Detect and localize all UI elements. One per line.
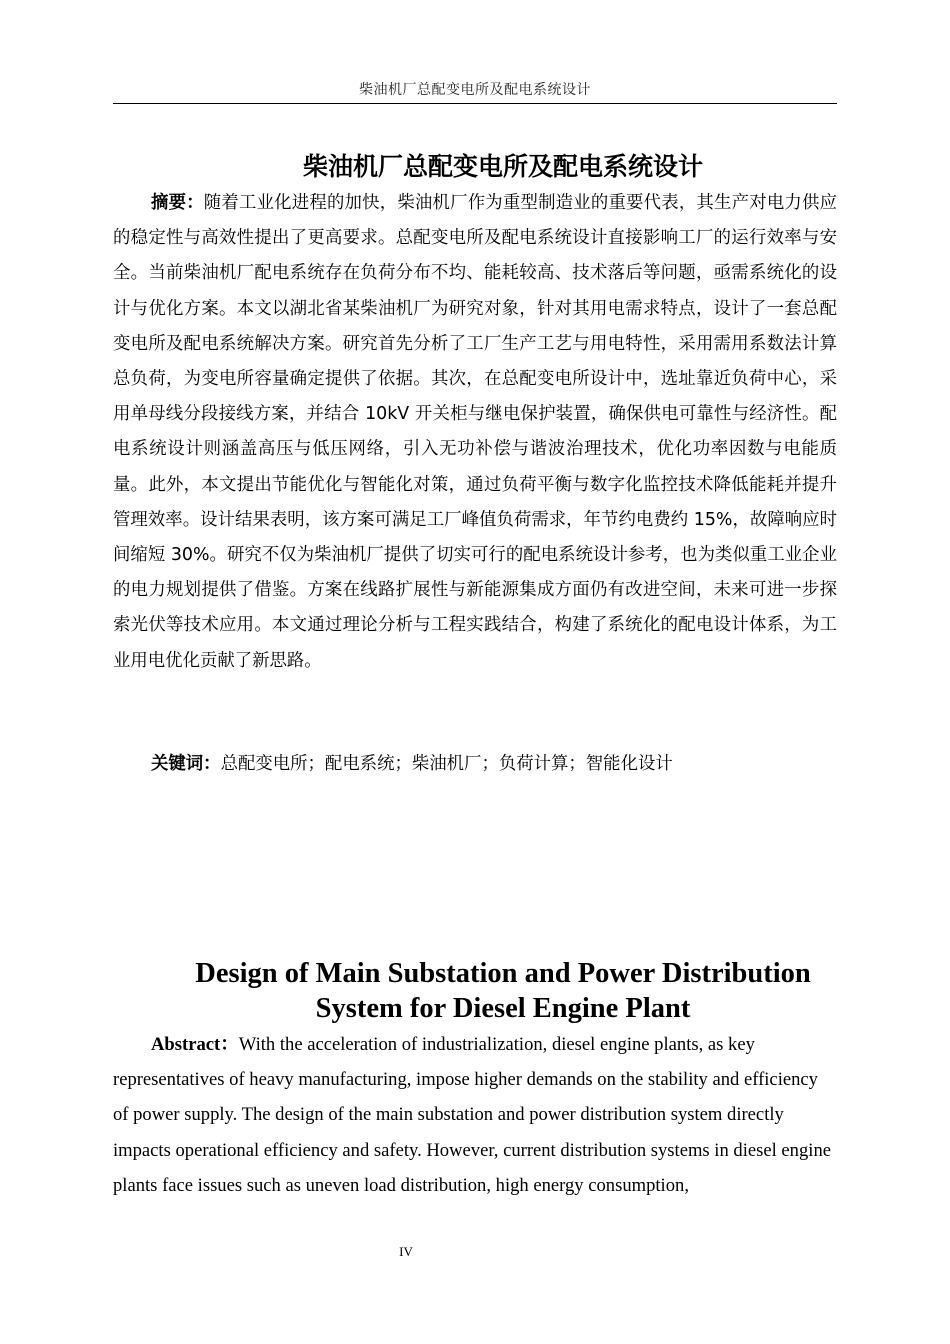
english-abstract-text: With the acceleration of industrialization, diesel engine plants, as key representatives of heavy manufacturing, impose higher demands on the stability and efficiency of power supply. The design of the main substation and power distribution system directly impacts operational efficiency and safety. However, current distribution systems in diesel engine plants face issues such as uneven load distribution, high energy consumption, <box>113 1034 831 1196</box>
chinese-abstract-label: 摘要： <box>151 193 204 213</box>
english-abstract-label: Abstract： <box>151 1034 239 1055</box>
chinese-abstract <box>113 186 837 679</box>
english-abstract <box>113 1027 837 1203</box>
header-divider <box>113 103 837 104</box>
page-number: IV <box>399 1244 413 1259</box>
english-title: Design of Main Substation and Power Distribution System for Diesel Engine Plant <box>195 958 811 1024</box>
chinese-keywords-label: 关键词： <box>151 754 221 774</box>
chinese-keywords <box>113 748 837 780</box>
running-header: 柴油机厂总配变电所及配电系统设计 <box>359 82 591 98</box>
chinese-title: 柴油机厂总配变电所及配电系统设计 <box>302 152 703 181</box>
chinese-abstract-text: 随着工业化进程的加快，柴油机厂作为重型制造业的重要代表，其生产对电力供应的稳定性与高效性提出了更高要求。总配变电所及配电系统设计直接影响工厂的运行效率与安全。当前柴油机厂配电系统存在负荷分布不均、能耗较高、技术落后等问题，亟需系统化的设计与优化方案。本文以湖北省某柴油机厂为研究对象，针对其用电需求特点，设计了一套总配变电所及配电系统解决方案。研究首先分析了工厂生产工艺与用电特性，采用需用系数法计算总负荷，为变电所容量确定提供了依据。其次，在总配变电所设计中，选址靠近负荷中心，采用单母线分段接线方案，并结合 10kV 开关柜与继电保护装置，确保供电可靠性与经济性。配电系统设计则涵盖高压与低压网络，引入无功补偿与谐波治理技术，优化功率因数与电能质量。此外，本文提出节能优化与智能化对策，通过负荷平衡与数字化监控技术降低能耗并提升管理效率。设计结果表明，该方案可满足工厂峰值负荷需求，年节约电费约 15%，故障响应时间缩短 30%。研究不仅为柴油机厂提供了切实可行的配电系统设计参考，也为类似重工业企业的电力规划提供了借鉴。方案在线路扩展性与新能源集成方面仍有改进空间，未来可进一步探索光伏等技术应用。本文通过理论分析与工程实践结合，构建了系统化的配电设计体系，为工业用电优化贡献了新思路。 <box>113 193 837 671</box>
chinese-keywords-text: 总配变电所；配电系统；柴油机厂；负荷计算；智能化设计 <box>220 754 673 774</box>
